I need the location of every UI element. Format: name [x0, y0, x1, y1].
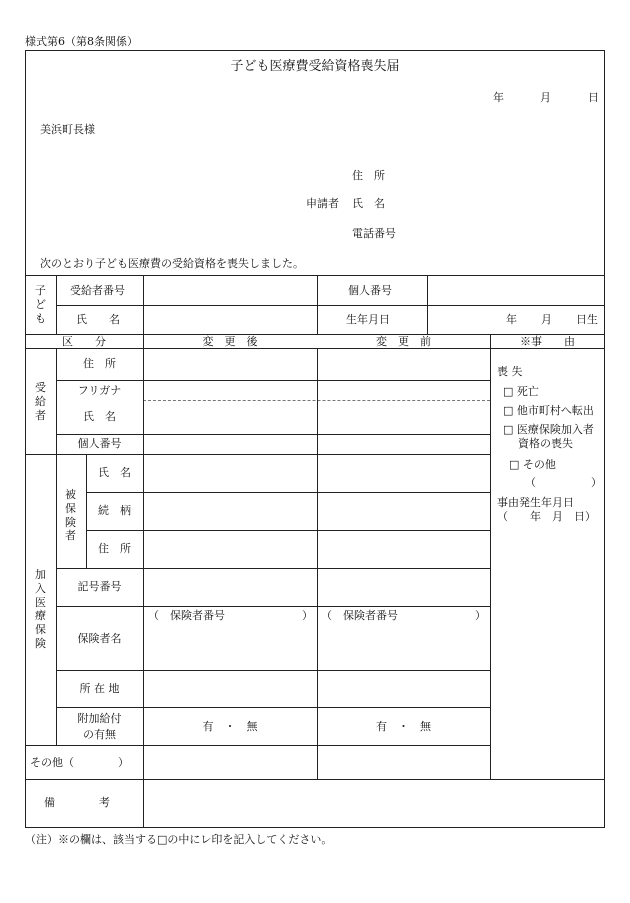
recipient-number-label: 受給者番号: [70, 284, 125, 297]
applicant-label: 申請者: [306, 197, 339, 210]
rule-child-middle: [56, 305, 605, 306]
child-name-label: 氏 名: [76, 313, 120, 326]
furigana-label: フリガナ: [77, 384, 122, 397]
recipient-section-label: 受給者: [35, 381, 46, 422]
birth-month-label: 月: [541, 313, 552, 326]
date-year-label: 年: [493, 91, 504, 104]
form-number: 様式第6（第8条関係）: [25, 35, 138, 48]
rule-reason-column: [490, 334, 491, 779]
additional-benefit-label-2: の有無: [83, 728, 116, 741]
insured-name-label: 氏 名: [98, 466, 131, 479]
applicant-phone-label: 電話番号: [352, 227, 396, 240]
reason-other-paren: （ ）: [525, 476, 602, 489]
insurer-number-after: （ 保険者番号 ）: [148, 609, 313, 622]
symbol-number-label: 記号番号: [77, 580, 122, 593]
form-title: 子ども医療費受給資格喪失届: [230, 59, 400, 74]
rule-insurer-name: [56, 670, 490, 671]
rule-child-bottom: [25, 334, 605, 335]
rule-other-bottom: [25, 779, 605, 780]
rule-insured-address: [56, 568, 490, 569]
recipient-personal-number-label: 個人番号: [77, 437, 122, 450]
rule-recipient-name: [56, 434, 490, 435]
rule-child-mid: [317, 275, 318, 334]
rule-table-header: [25, 348, 605, 349]
rule-after-before: [317, 348, 318, 779]
recipient-name-label: 氏 名: [83, 410, 116, 423]
rule-label-column: [143, 275, 144, 828]
rule-child-section: [56, 275, 57, 334]
rule-insured-relationship: [86, 530, 490, 531]
header-after: 変 更 後: [202, 335, 258, 348]
date-day-label: 日: [588, 91, 599, 104]
rule-location: [56, 707, 490, 708]
rule-child-value: [427, 275, 428, 334]
rule-symbol-number: [56, 606, 490, 607]
applicant-address-label: 住 所: [352, 169, 385, 182]
remarks-label: 備 考: [44, 796, 110, 809]
birth-year-label: 年: [506, 313, 517, 326]
rule-recipient-address: [56, 380, 490, 381]
rule-insurance-bottom: [25, 745, 490, 746]
birthdate-label: 生年月日: [346, 313, 390, 326]
rule-child-top: [25, 275, 605, 276]
birth-day-label: 日生: [576, 313, 598, 326]
applicant-name-label: 氏 名: [352, 197, 385, 210]
header-before: 変 更 前: [376, 335, 431, 348]
reason-loss-label: 喪 失: [497, 365, 523, 378]
date-month-label: 月: [540, 91, 551, 104]
insurer-name-label: 保険者名: [77, 632, 122, 645]
occurrence-date-value: （ 年 月 日）: [497, 510, 596, 523]
other-label: その他（ ）: [30, 756, 129, 769]
insurance-section-label: 加入医療保険: [35, 568, 46, 650]
child-section-label: 子ども: [35, 284, 46, 325]
header-reason: ※事 由: [520, 335, 575, 348]
reason-other-checkbox[interactable]: □ その他: [509, 458, 556, 471]
rule-insured-name: [86, 492, 490, 493]
insured-section-label: 被保険者: [65, 488, 76, 543]
reason-moved-out-checkbox[interactable]: □ 他市町村へ転出: [503, 404, 594, 417]
additional-benefit-label-1: 附加給付: [77, 712, 122, 725]
yes-no-after: 有 ・ 無: [202, 720, 258, 733]
addressee: 美浜町長様: [40, 123, 95, 136]
insurer-number-before: （ 保険者番号 ）: [321, 609, 486, 622]
recipient-address-label: 住 所: [83, 357, 116, 370]
reason-death-checkbox[interactable]: □ 死亡: [503, 385, 539, 398]
personal-number-label: 個人番号: [348, 284, 392, 297]
footer-note: （注）※の欄は、該当する□の中にレ印を記入してください。: [25, 833, 333, 846]
location-label: 所 在 地: [79, 682, 120, 695]
reason-insurance-loss-line2: 資格の喪失: [518, 437, 573, 450]
insured-address-label: 住 所: [98, 542, 131, 555]
occurrence-date-label: 事由発生年月日: [497, 496, 574, 509]
rule-recipient-bottom: [25, 454, 490, 455]
reason-insurance-loss-checkbox[interactable]: □ 医療保険加入者: [503, 423, 594, 436]
header-category: 区 分: [62, 335, 106, 348]
relationship-label: 続 柄: [98, 504, 131, 517]
statement-text: 次のとおり子ども医療費の受給資格を喪失しました。: [40, 257, 304, 270]
yes-no-before: 有 ・ 無: [376, 720, 431, 733]
